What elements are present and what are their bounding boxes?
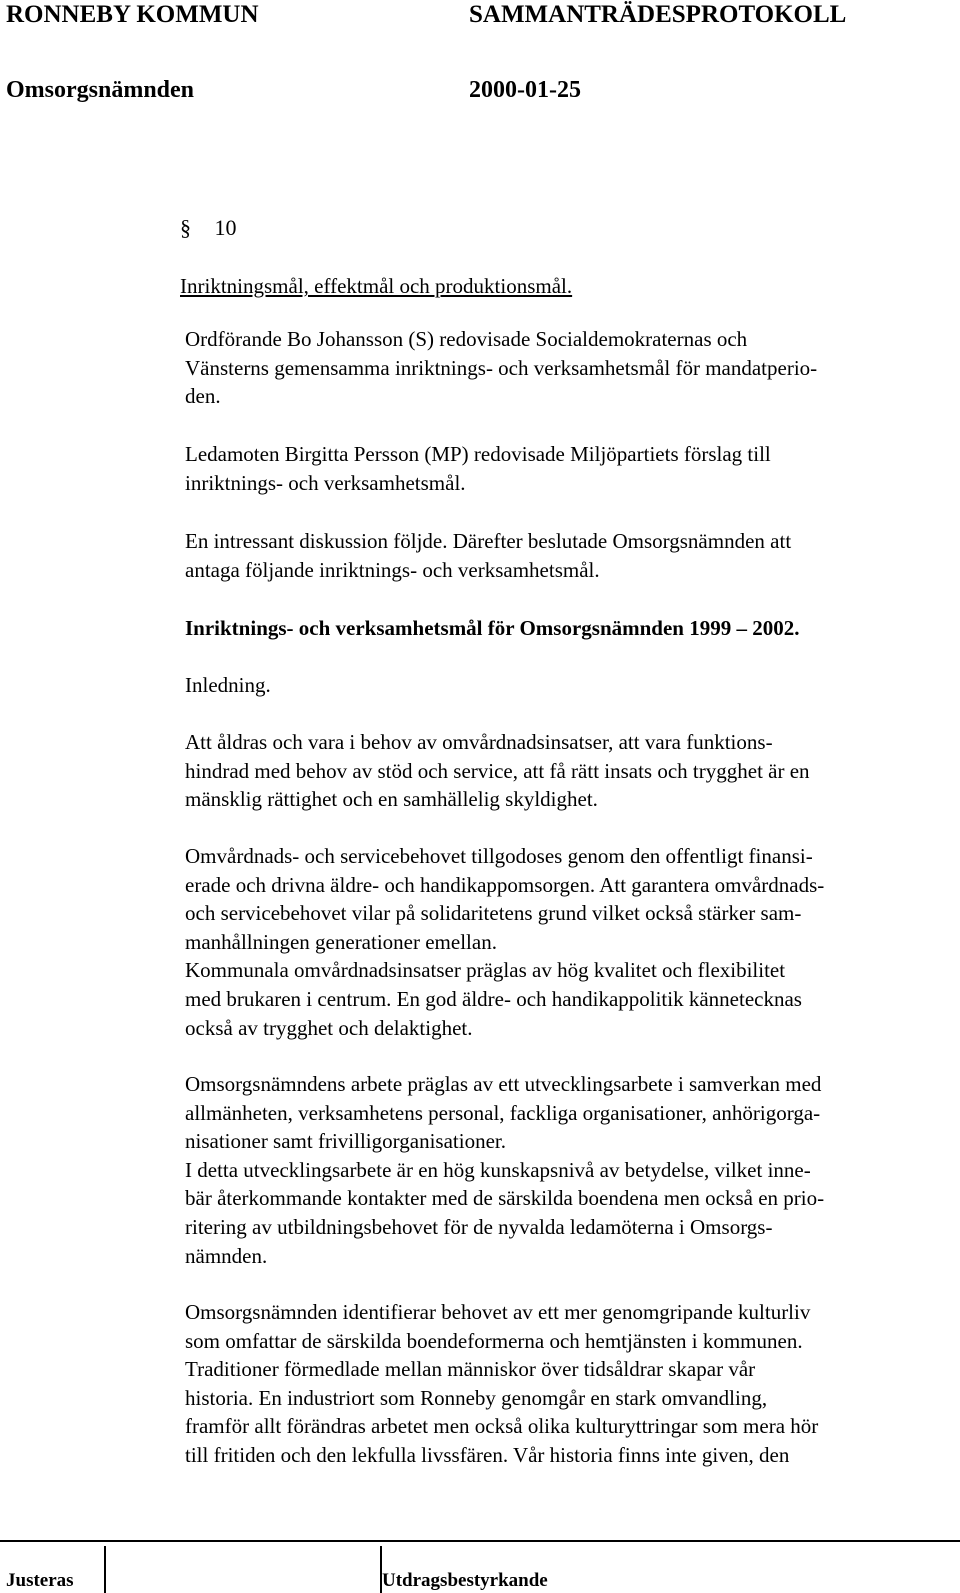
text-line: allmänheten, verksamhetens personal, fackliga organisationer, anhörigorga-	[185, 1100, 821, 1125]
text-line: Vänsterns gemensamma inriktnings- och verksamhetsmål för mandatperio-	[185, 355, 818, 380]
text-line: framför allt förändras arbetet men också olika kulturyttringar som mera hör	[185, 1414, 819, 1439]
text-line: Omsorgsnämndens arbete präglas av ett utvecklingsarbete i samverkan med	[185, 1072, 822, 1096]
paragraph-chair-report	[185, 325, 817, 411]
text-line: ritering av utbildningsbehovet för de nyvalda ledamöterna i Omsorgs-	[185, 1214, 773, 1239]
text-line: inriktnings- och verksamhetsmål.	[185, 470, 466, 495]
goals-heading: Inriktnings- och verksamhetsmål för Omsorgsnämnden 1999 – 2002.	[185, 616, 800, 640]
document-type: SAMMANTRÄDESPROTOKOLL	[469, 1, 847, 28]
text-line: Ledamoten Birgitta Persson (MP) redovisade Miljöpartiets förslag till	[185, 442, 771, 466]
text-line: bär återkommande kontakter med de särskilda boendena men också en prio-	[185, 1186, 825, 1211]
text-line: En intressant diskussion följde. Därefter beslutade Omsorgsnämnden att	[185, 529, 792, 553]
text-line: Omvårdnads- och servicebehovet tillgodoses genom den offentligt finansi-	[185, 844, 813, 868]
paragraph-member-report	[185, 440, 771, 497]
text-line: mänsklig rättighet och en samhällelig skyldighet.	[185, 787, 598, 812]
text-line: till fritiden och den lekfulla livssfären. Vår historia finns inte given, den	[185, 1442, 790, 1467]
paragraph-decision	[185, 527, 791, 584]
footer-divider-left	[104, 1546, 106, 1593]
text-line: med brukaren i centrum. En god äldre- och handikappolitik kännetecknas	[185, 986, 802, 1011]
text-line: Ordförande Bo Johansson (S) redovisade Socialdemokraternas och	[185, 327, 748, 351]
text-line: nisationer samt frivilligorganisationer.	[185, 1129, 506, 1154]
text-line: den.	[185, 384, 221, 409]
text-line: Att åldras och vara i behov av omvårdnadsinsatser, att vara funktions-	[185, 730, 773, 754]
footer-justeras-label: Justeras	[6, 1570, 74, 1591]
text-line: nämnden.	[185, 1243, 268, 1268]
text-line: antaga följande inriktnings- och verksamhetsmål.	[185, 557, 600, 582]
text-line: Omsorgsnämnden identifierar behovet av ett mer genomgripande kulturliv	[185, 1300, 811, 1324]
paragraph-development	[185, 1070, 824, 1270]
municipality-name: RONNEBY KOMMUN	[6, 1, 259, 28]
paragraph-culture	[185, 1298, 818, 1470]
text-line: hindrad med behov av stöd och service, att få rätt insats och trygghet är en	[185, 758, 810, 783]
meeting-date: 2000-01-25	[469, 77, 581, 103]
text-line: manhållningen generationer emellan.	[185, 929, 497, 954]
text-line: historia. En industriort som Ronneby genomgår en stark omvandling,	[185, 1385, 768, 1410]
footer-rule	[0, 1540, 960, 1542]
text-line: I detta utvecklingsarbete är en hög kunskapsnivå av betydelse, vilket inne-	[185, 1157, 811, 1182]
text-line: erade och drivna äldre- och handikappomsorgen. Att garantera omvårdnads-	[185, 872, 825, 897]
footer-utdragsbestyrkande-label: Utdragsbestyrkande	[382, 1570, 548, 1591]
paragraph-care-needs	[185, 842, 824, 1042]
committee-name: Omsorgsnämnden	[6, 77, 195, 103]
paragraph-rights	[185, 728, 810, 814]
introduction-heading: Inledning.	[185, 673, 271, 697]
section-symbol: §	[180, 215, 191, 240]
section-number: 10	[214, 215, 237, 240]
text-line: Traditioner förmedlade mellan människor över tidsåldrar skapar vår	[185, 1357, 756, 1382]
section-marker	[180, 213, 237, 243]
text-line: och servicebehovet vilar på solidaritetens grund vilket också stärker sam-	[185, 901, 802, 926]
section-title: Inriktningsmål, effektmål och produktionsmål.	[180, 274, 573, 298]
text-line: Kommunala omvårdnadsinsatser präglas av hög kvalitet och flexibilitet	[185, 958, 786, 983]
text-line: också av trygghet och delaktighet.	[185, 1015, 473, 1040]
text-line: som omfattar de särskilda boendeformerna och hemtjänsten i kommunen.	[185, 1328, 803, 1353]
